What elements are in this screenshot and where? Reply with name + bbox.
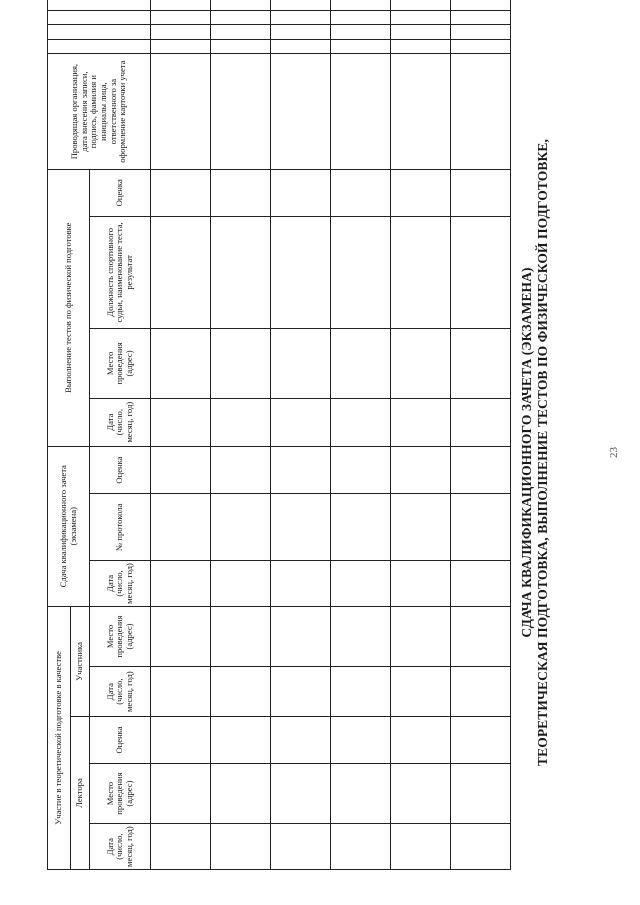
table-cell	[211, 54, 271, 169]
col-test-judge: Должность спортивного судьи, наименование теста, результат	[90, 216, 151, 328]
table-cell	[271, 216, 331, 328]
table-cell	[211, 606, 271, 666]
table-cell	[391, 39, 451, 54]
table-cell	[391, 329, 451, 399]
header-theory: Участие в теоретической подготовке в качестве	[48, 606, 71, 869]
table-cell	[271, 329, 331, 399]
table-cell	[271, 169, 331, 216]
table-cell	[391, 446, 451, 494]
table-cell	[211, 10, 271, 25]
col-exam-date: Дата (число, месяц, год)	[90, 561, 151, 607]
table-cell	[451, 54, 511, 169]
table-cell	[211, 398, 271, 446]
table-cell	[211, 216, 271, 328]
table-cell	[391, 10, 451, 25]
table-cell	[211, 824, 271, 870]
table-cell	[211, 329, 271, 399]
table-cell	[331, 606, 391, 666]
table-cell	[271, 606, 331, 666]
table-cell	[151, 606, 211, 666]
table-cell	[331, 717, 391, 764]
table-cell	[451, 717, 511, 764]
header-org: Проводящая организация, дата внесения записи, подпись, фамилия и инициалы лица, ответственного за оформление карточки учета	[48, 54, 151, 169]
table-cell	[151, 446, 211, 494]
table-cell	[211, 446, 271, 494]
table-cell	[271, 39, 331, 54]
table-cell	[451, 10, 511, 25]
table-cell	[211, 0, 271, 10]
title-line-1: ТЕОРЕТИЧЕСКАЯ ПОДГОТОВКА, ВЫПОЛНЕНИЕ ТЕСТОВ ПО ФИЗИЧЕСКОЙ ПОДГОТОВКЕ,	[535, 139, 550, 766]
table-cell	[151, 824, 211, 870]
table-cell	[451, 446, 511, 494]
header-exam: Сдача квалификационного зачета (экзамена)	[48, 446, 90, 606]
col-participant-place: Место проведения (адрес)	[90, 606, 151, 666]
table-cell	[331, 494, 391, 561]
table-row	[331, 0, 391, 870]
table-cell	[151, 494, 211, 561]
table-cell	[151, 561, 211, 607]
records-table	[47, 0, 511, 870]
table-cell	[331, 0, 391, 10]
table-cell	[331, 667, 391, 717]
table-cell	[391, 494, 451, 561]
table-cell	[451, 216, 511, 328]
table-row	[151, 0, 211, 870]
table-row	[391, 0, 451, 870]
col-exam-protocol: № протокола	[90, 494, 151, 561]
table-cell	[271, 398, 331, 446]
table-cell	[211, 561, 271, 607]
table-cell	[391, 398, 451, 446]
table-cell	[331, 216, 391, 328]
table-cell	[391, 717, 451, 764]
table-cell	[391, 561, 451, 607]
header-lecturer: Лектора	[71, 717, 90, 870]
col-lecturer-grade: Оценка	[90, 717, 151, 764]
table-cell	[331, 169, 391, 216]
col-lecturer-place: Место проведения (адрес)	[90, 763, 151, 823]
org-subcolumn-header	[48, 25, 151, 40]
table-cell	[271, 824, 331, 870]
table-cell	[331, 10, 391, 25]
table-row	[211, 0, 271, 870]
table-cell	[451, 606, 511, 666]
table-cell	[271, 54, 331, 169]
col-lecturer-date: Дата (число, месяц, год)	[90, 824, 151, 870]
table-cell	[391, 824, 451, 870]
table-cell	[151, 39, 211, 54]
table-cell	[391, 667, 451, 717]
table-cell	[271, 494, 331, 561]
table-cell	[391, 54, 451, 169]
table-cell	[451, 824, 511, 870]
table-cell	[331, 561, 391, 607]
table-cell	[211, 169, 271, 216]
table-cell	[151, 25, 211, 40]
table-cell	[331, 329, 391, 399]
table-cell	[211, 39, 271, 54]
table-cell	[271, 763, 331, 823]
table-cell	[331, 398, 391, 446]
table-cell	[151, 0, 211, 10]
table-row	[271, 0, 331, 870]
table-cell	[151, 10, 211, 25]
table-cell	[451, 329, 511, 399]
table-cell	[271, 717, 331, 764]
table-cell	[331, 763, 391, 823]
table-cell	[151, 216, 211, 328]
table-cell	[391, 25, 451, 40]
table-cell	[211, 25, 271, 40]
table-cell	[391, 216, 451, 328]
table-cell	[151, 717, 211, 764]
table-cell	[451, 25, 511, 40]
col-exam-grade: Оценка	[90, 446, 151, 494]
table-cell	[451, 763, 511, 823]
org-subcolumn-header	[48, 39, 151, 54]
table-cell	[451, 667, 511, 717]
table-cell	[331, 824, 391, 870]
table-cell	[151, 398, 211, 446]
table-cell	[211, 667, 271, 717]
table-cell	[271, 446, 331, 494]
table-cell	[211, 717, 271, 764]
table-cell	[151, 667, 211, 717]
table-cell	[271, 561, 331, 607]
table-cell	[151, 763, 211, 823]
table-cell	[271, 667, 331, 717]
table-cell	[271, 25, 331, 40]
table-cell	[211, 763, 271, 823]
table-cell	[211, 494, 271, 561]
table-cell	[331, 25, 391, 40]
table-cell	[391, 0, 451, 10]
table-cell	[451, 561, 511, 607]
table-cell	[331, 54, 391, 169]
table-row	[451, 0, 511, 870]
table-cell	[451, 494, 511, 561]
table-cell	[151, 54, 211, 169]
table-cell	[331, 446, 391, 494]
table-cell	[451, 398, 511, 446]
table-cell	[451, 39, 511, 54]
col-test-date: Дата (число, месяц, год)	[90, 398, 151, 446]
table-cell	[271, 0, 331, 10]
table-cell	[391, 169, 451, 216]
table-cell	[271, 10, 331, 25]
col-test-grade: Оценка	[90, 169, 151, 216]
table-cell	[451, 169, 511, 216]
table-cell	[151, 329, 211, 399]
table-cell	[331, 39, 391, 54]
table-cell	[151, 169, 211, 216]
header-tests: Выполнение тестов по физической подготовке	[48, 169, 90, 446]
table-cell	[391, 606, 451, 666]
title-line-2: СДАЧА КВАЛИФИКАЦИОННОГО ЗАЧЕТА (ЭКЗАМЕНА)	[519, 267, 534, 638]
table-cell	[451, 0, 511, 10]
header-participant: Участника	[71, 606, 90, 716]
page-number: 23	[608, 447, 620, 458]
org-subcolumn-header	[48, 0, 151, 10]
col-participant-date: Дата (число, месяц, год)	[90, 667, 151, 717]
table-cell	[391, 763, 451, 823]
org-subcolumn-header	[48, 10, 151, 25]
col-test-place: Место проведения (адрес)	[90, 329, 151, 399]
